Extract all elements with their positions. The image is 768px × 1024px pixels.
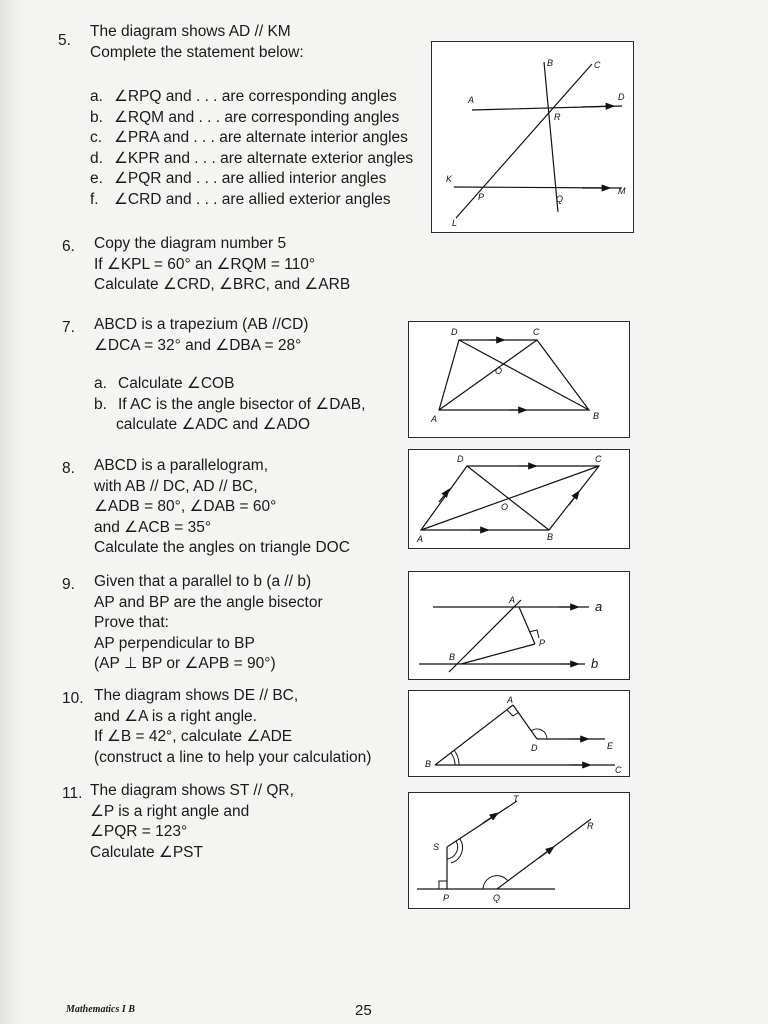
label-a: A <box>417 534 424 544</box>
label-t: T <box>513 794 519 804</box>
arrow-st <box>483 815 495 823</box>
label-s: S <box>433 842 440 852</box>
question-5-item-a <box>90 87 413 108</box>
question-10-line: (construct a line to help your calculation) <box>94 748 372 766</box>
figure-7 <box>408 321 630 438</box>
label-r: R <box>587 821 594 831</box>
diagonal-bd <box>459 340 589 410</box>
figure-9 <box>408 571 630 680</box>
item-letter: c. <box>90 129 103 146</box>
question-8-line: with AB // DC, AD // BC, <box>94 477 258 495</box>
question-5-item-c <box>90 128 413 149</box>
item-text: ∠RPQ and . . . are corresponding angles <box>114 88 397 105</box>
question-9 <box>94 572 323 675</box>
question-9-number: 9. <box>62 576 75 593</box>
figure-10 <box>408 690 630 777</box>
question-9-line: Prove that: <box>94 614 169 631</box>
diagonal-ac <box>439 340 537 410</box>
page-number: 25 <box>355 1002 372 1019</box>
question-8-line: Calculate the angles on triangle DOC <box>94 539 350 556</box>
page-shadow <box>0 0 22 1024</box>
question-6-line: Copy the diagram number 5 <box>94 235 287 252</box>
line-st <box>447 801 517 847</box>
label-q: Q <box>556 194 564 204</box>
question-10-line: and ∠A is a right angle. <box>94 707 257 725</box>
label-e: E <box>607 741 614 751</box>
question-7-line: ∠DCA = 32° and ∠DBA = 28° <box>94 336 302 354</box>
arrow-bc <box>569 494 577 505</box>
label-b: B <box>547 532 554 542</box>
question-5-item-d <box>90 149 413 170</box>
label-c: C <box>615 765 622 775</box>
item-text: ∠KPR and . . . are alternate exterior angles <box>114 149 414 167</box>
item-text: ∠CRD and . . . are allied exterior angles <box>114 190 391 208</box>
question-5-line: Complete the statement below: <box>90 43 304 61</box>
question-9-line: (AP ⊥ BP or ∠APB = 90°) <box>94 655 276 672</box>
question-11-line: ∠PQR = 123° <box>90 823 188 840</box>
label-d: D <box>457 454 464 464</box>
label-q: Q <box>493 893 501 903</box>
label-line-b: b <box>591 656 599 671</box>
question-5-number: 5. <box>58 32 71 49</box>
transversal-ab <box>449 600 521 672</box>
label-b: B <box>593 411 600 421</box>
item-letter: b. <box>90 108 103 126</box>
question-8-line: ABCD is a parallelogram, <box>94 457 269 474</box>
label-a-point: A <box>509 595 516 605</box>
question-10-line: If ∠B = 42°, calculate ∠ADE <box>94 728 293 745</box>
bisector-bp <box>461 644 535 664</box>
arrow-ad <box>439 492 447 502</box>
label-p: P <box>478 192 485 202</box>
question-8-line: and ∠ACB = 35° <box>94 518 212 536</box>
question-7-item-b <box>94 395 365 416</box>
label-l: L <box>452 218 458 228</box>
item-text: Calculate ∠COB <box>118 375 235 392</box>
question-9-line: Given that a parallel to b (a // b) <box>94 573 312 590</box>
question-5-items <box>90 87 413 210</box>
question-11-line: ∠P is a right angle and <box>90 802 250 820</box>
label-o: O <box>501 502 509 512</box>
question-8 <box>94 456 350 559</box>
item-letter: a. <box>94 375 107 392</box>
label-b: B <box>425 759 432 769</box>
label-line-a: a <box>595 599 603 614</box>
question-7-items <box>94 374 365 436</box>
question-5-item-b <box>90 108 413 129</box>
question-5-item-e <box>90 169 413 190</box>
item-text: ∠PQR and . . . are allied interior angles <box>114 170 387 187</box>
question-8-line: ∠ADB = 80°, ∠DAB = 60° <box>94 498 277 515</box>
question-10 <box>94 686 371 768</box>
question-11-number: 11. <box>62 785 83 802</box>
item-letter: a. <box>90 88 103 105</box>
right-angle-mark <box>439 881 447 889</box>
trapezium-abcd <box>439 340 589 410</box>
angle-q-arc <box>483 876 508 889</box>
question-6 <box>94 234 350 296</box>
question-11 <box>90 781 294 863</box>
line-ba <box>435 705 513 765</box>
transversal-bq <box>544 62 558 212</box>
arrow-qr <box>539 849 551 858</box>
question-11-line: The diagram shows ST // QR, <box>90 782 294 799</box>
label-b-point: B <box>449 652 456 662</box>
label-o: O <box>495 366 503 376</box>
label-p: P <box>539 638 546 648</box>
item-text: ∠RQM and . . . are corresponding angles <box>114 108 400 126</box>
label-r: R <box>554 112 561 122</box>
item-letter: e. <box>90 170 103 187</box>
angle-b-arc <box>451 753 455 765</box>
question-7-continuation: calculate ∠ADC and ∠ADO <box>116 416 311 433</box>
label-d: D <box>618 92 625 102</box>
item-letter: b. <box>94 395 107 413</box>
label-b: B <box>547 58 554 68</box>
figure-8 <box>408 449 630 549</box>
question-5-item-f <box>90 190 413 211</box>
bisector-ap <box>519 607 535 644</box>
label-k: K <box>446 174 453 184</box>
question-8-number: 8. <box>62 460 75 477</box>
label-a: A <box>468 95 475 105</box>
label-c: C <box>594 60 601 70</box>
label-c: C <box>595 454 602 464</box>
question-7-line: ABCD is a trapezium (AB //CD) <box>94 316 309 333</box>
item-text: If AC is the angle bisector of ∠DAB, <box>118 395 366 413</box>
item-letter: f. <box>90 190 99 208</box>
diagonal-bd <box>467 466 549 530</box>
line-ad <box>513 705 537 739</box>
question-7 <box>94 315 308 356</box>
item-letter: d. <box>90 149 103 167</box>
question-5 <box>90 22 304 63</box>
question-6-line: If ∠KPL = 60° an ∠RQM = 110° <box>94 255 316 273</box>
label-d: D <box>531 743 538 753</box>
label-m: M <box>618 186 626 196</box>
label-a: A <box>507 695 514 705</box>
question-11-line: Calculate ∠PST <box>90 843 203 861</box>
question-7-number: 7. <box>62 319 75 336</box>
label-c: C <box>533 327 540 337</box>
figure-5 <box>431 41 634 233</box>
question-6-number: 6. <box>62 238 75 255</box>
item-text: ∠PRA and . . . are alternate interior angles <box>114 129 408 146</box>
footer-book-title: Mathematics I B <box>66 1004 135 1015</box>
question-9-line: AP and BP are the angle bisector <box>94 593 323 611</box>
label-a: A <box>431 414 438 424</box>
question-9-line: AP perpendicular to BP <box>94 634 255 652</box>
question-5-line: The diagram shows AD // KM <box>90 23 291 40</box>
question-6-line: Calculate ∠CRD, ∠BRC, and ∠ARB <box>94 276 351 293</box>
label-d: D <box>451 327 458 337</box>
question-10-number: 10. <box>62 690 84 707</box>
diagonal-ac <box>421 466 599 530</box>
question-10-line: The diagram shows DE // BC, <box>94 687 299 704</box>
transversal-cl <box>456 64 592 218</box>
figure-11 <box>408 792 630 909</box>
label-p: P <box>443 893 450 903</box>
question-7-item-a <box>94 374 365 395</box>
